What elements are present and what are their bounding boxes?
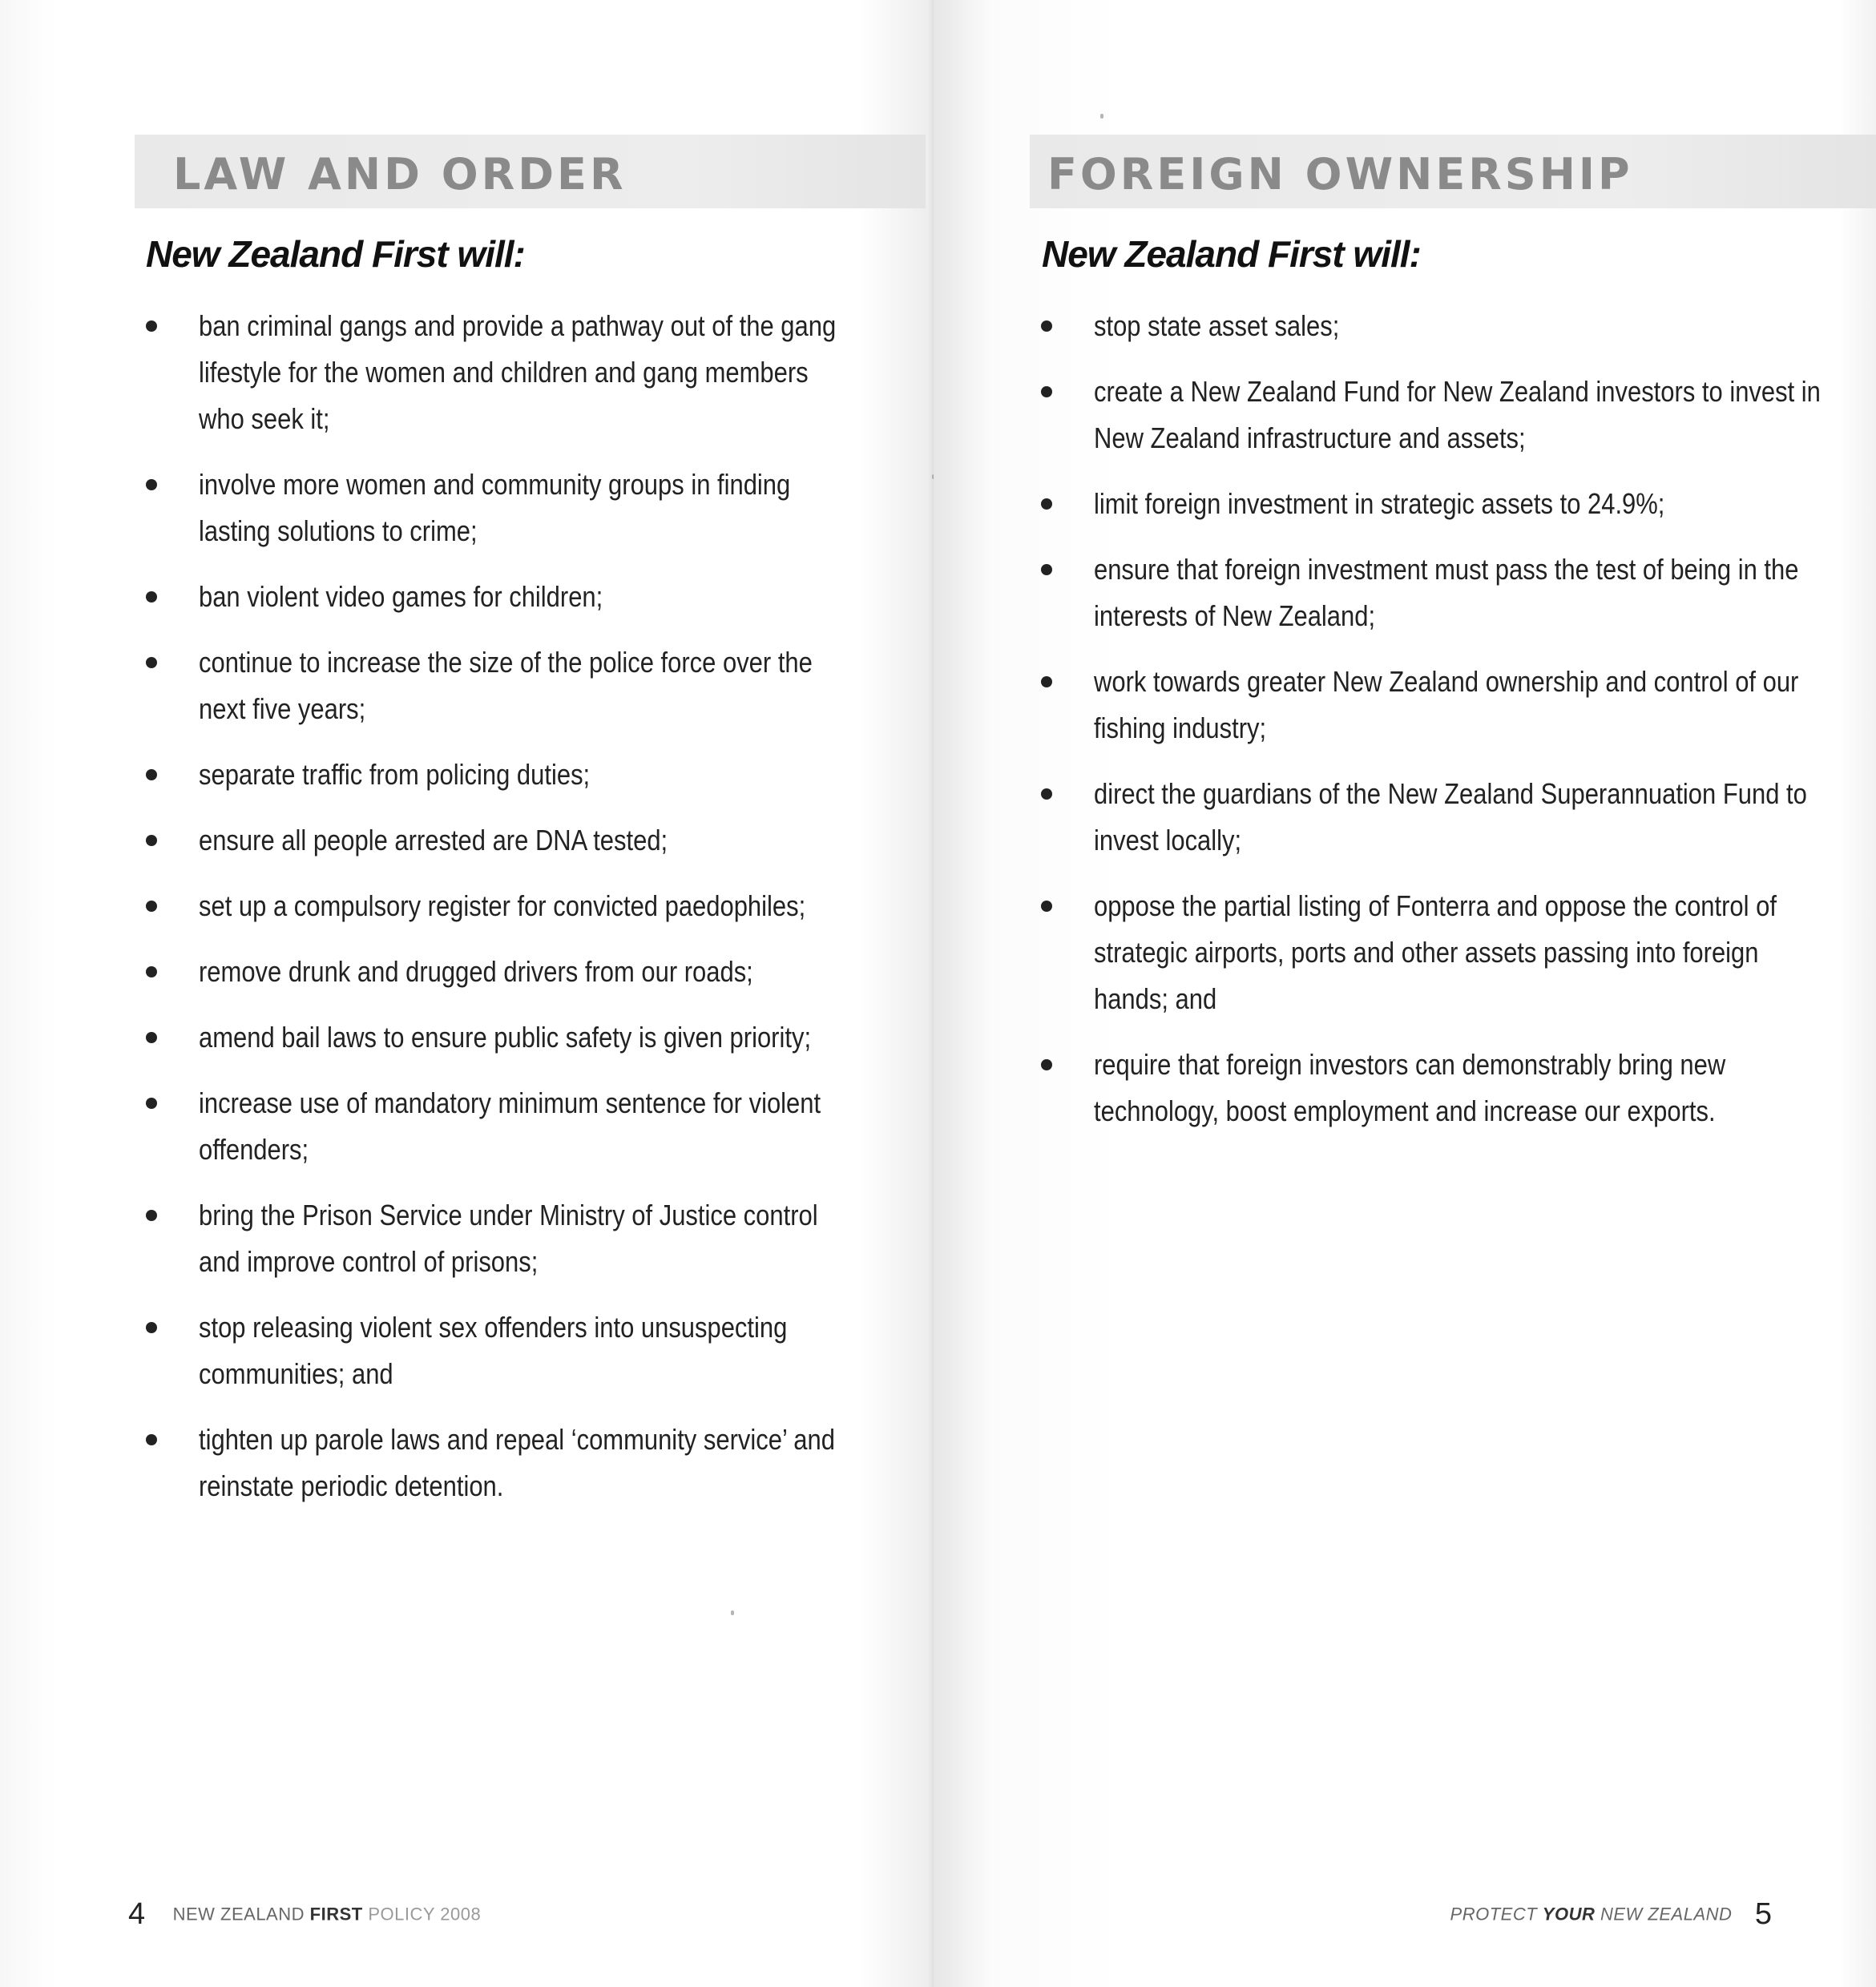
list-item <box>144 639 849 732</box>
bullet-icon <box>146 657 157 668</box>
bullet-icon <box>1041 386 1052 397</box>
list-item-text: set up a compulsory register for convicted paedophiles; <box>199 889 806 922</box>
bullet-icon <box>1041 498 1052 510</box>
list-item-text: bring the Prison Service under Ministry of Justice control and improve control of prisons; <box>199 1199 818 1278</box>
list-item-text: limit foreign investment in strategic assets to 24.9%; <box>1094 487 1665 520</box>
list-item <box>1039 771 1841 864</box>
right-page <box>934 0 1876 1987</box>
list-item-text: amend bail laws to ensure public safety is given priority; <box>199 1021 812 1054</box>
list-item <box>1039 1042 1841 1135</box>
list-item <box>144 1014 849 1061</box>
footer-rest: NEW ZEALAND <box>1600 1904 1733 1925</box>
scan-speck <box>731 1610 734 1615</box>
bullet-icon <box>1041 1059 1052 1070</box>
footer-your: YOUR <box>1542 1904 1596 1925</box>
list-item-text: ensure all people arrested are DNA tested; <box>199 824 668 856</box>
list-item <box>144 883 849 929</box>
list-item <box>144 1417 849 1509</box>
list-item-text: require that foreign investors can demonstrably bring new technology, boost employment and increase our exports. <box>1094 1048 1726 1127</box>
list-item-text: stop state asset sales; <box>1094 309 1340 342</box>
list-item <box>144 303 849 442</box>
policy-list <box>144 303 849 1529</box>
bullet-icon <box>1041 320 1052 332</box>
bullet-icon <box>1041 901 1052 912</box>
list-item-text: involve more women and community groups in finding lasting solutions to crime; <box>199 468 791 547</box>
list-item-text: direct the guardians of the New Zealand Superannuation Fund to invest locally; <box>1094 777 1807 856</box>
list-item <box>1039 369 1841 461</box>
list-item <box>144 1304 849 1397</box>
bullet-icon <box>146 1434 157 1445</box>
list-item-text: create a New Zealand Fund for New Zealand investors to invest in New Zealand infrastructure and assets; <box>1094 375 1821 454</box>
page-footer <box>1450 1897 1772 1932</box>
page-number: 4 <box>128 1897 146 1931</box>
list-item <box>1039 546 1841 639</box>
section-header-band <box>1030 135 1876 208</box>
bullet-icon <box>146 769 157 780</box>
list-item <box>144 574 849 620</box>
bullet-icon <box>146 901 157 912</box>
list-item-text: separate traffic from policing duties; <box>199 758 591 791</box>
list-item <box>1039 659 1841 752</box>
list-item-text: ban criminal gangs and provide a pathway out of the gang lifestyle for the women and children and gang members who seek it; <box>199 309 837 435</box>
section-title: LAW AND ORDER <box>173 149 627 200</box>
list-item <box>144 461 849 554</box>
section-title: FOREIGN OWNERSHIP <box>1047 149 1633 200</box>
list-item-text: stop releasing violent sex offenders into unsuspecting communities; and <box>199 1311 788 1390</box>
bullet-icon <box>1041 564 1052 575</box>
bullet-icon <box>146 1210 157 1221</box>
scan-speck <box>1100 114 1103 119</box>
bullet-icon <box>146 966 157 977</box>
intro-heading: New Zealand First will: <box>146 233 525 275</box>
bullet-icon <box>146 591 157 603</box>
list-item <box>144 817 849 864</box>
section-header-band <box>135 135 926 208</box>
list-item <box>144 1192 849 1285</box>
list-item-text: continue to increase the size of the police force over the next five years; <box>199 646 813 725</box>
list-item <box>1039 303 1841 349</box>
bullet-icon <box>146 479 157 490</box>
list-item <box>144 752 849 798</box>
footer-suffix: POLICY 2008 <box>368 1904 482 1925</box>
list-item <box>1039 883 1841 1022</box>
page-footer <box>128 1897 481 1932</box>
list-item-text: ensure that foreign investment must pass the test of being in the interests of New Zealand; <box>1094 553 1799 632</box>
bullet-icon <box>1041 676 1052 687</box>
list-item <box>144 1080 849 1173</box>
bullet-icon <box>146 1322 157 1333</box>
footer-slogan <box>1450 1904 1733 1925</box>
list-item-text: tighten up parole laws and repeal ‘community service’ and reinstate periodic detention. <box>199 1423 835 1502</box>
bullet-icon <box>146 835 157 846</box>
list-item <box>144 949 849 995</box>
list-item-text: ban violent video games for children; <box>199 580 603 613</box>
bullet-icon <box>1041 788 1052 800</box>
bullet-icon <box>146 1032 157 1043</box>
footer-brand: NEW ZEALAND <box>172 1904 305 1925</box>
left-page <box>0 0 934 1987</box>
list-item <box>1039 481 1841 527</box>
list-item-text: increase use of mandatory minimum sentence for violent offenders; <box>199 1086 821 1166</box>
list-item-text: oppose the partial listing of Fonterra and oppose the control of strategic airports, ports and other assets passing into foreign hands; and <box>1094 889 1777 1015</box>
list-item-text: remove drunk and drugged drivers from our roads; <box>199 955 753 988</box>
bullet-icon <box>146 1098 157 1109</box>
footer-publication <box>173 1904 482 1925</box>
footer-brand-bold: FIRST <box>309 1904 363 1925</box>
intro-heading: New Zealand First will: <box>1042 233 1421 275</box>
page-number: 5 <box>1754 1897 1772 1931</box>
list-item-text: work towards greater New Zealand ownership and control of our fishing industry; <box>1094 665 1799 744</box>
bullet-icon <box>146 320 157 332</box>
policy-list <box>1039 303 1841 1154</box>
footer-protect: PROTECT <box>1450 1904 1538 1925</box>
